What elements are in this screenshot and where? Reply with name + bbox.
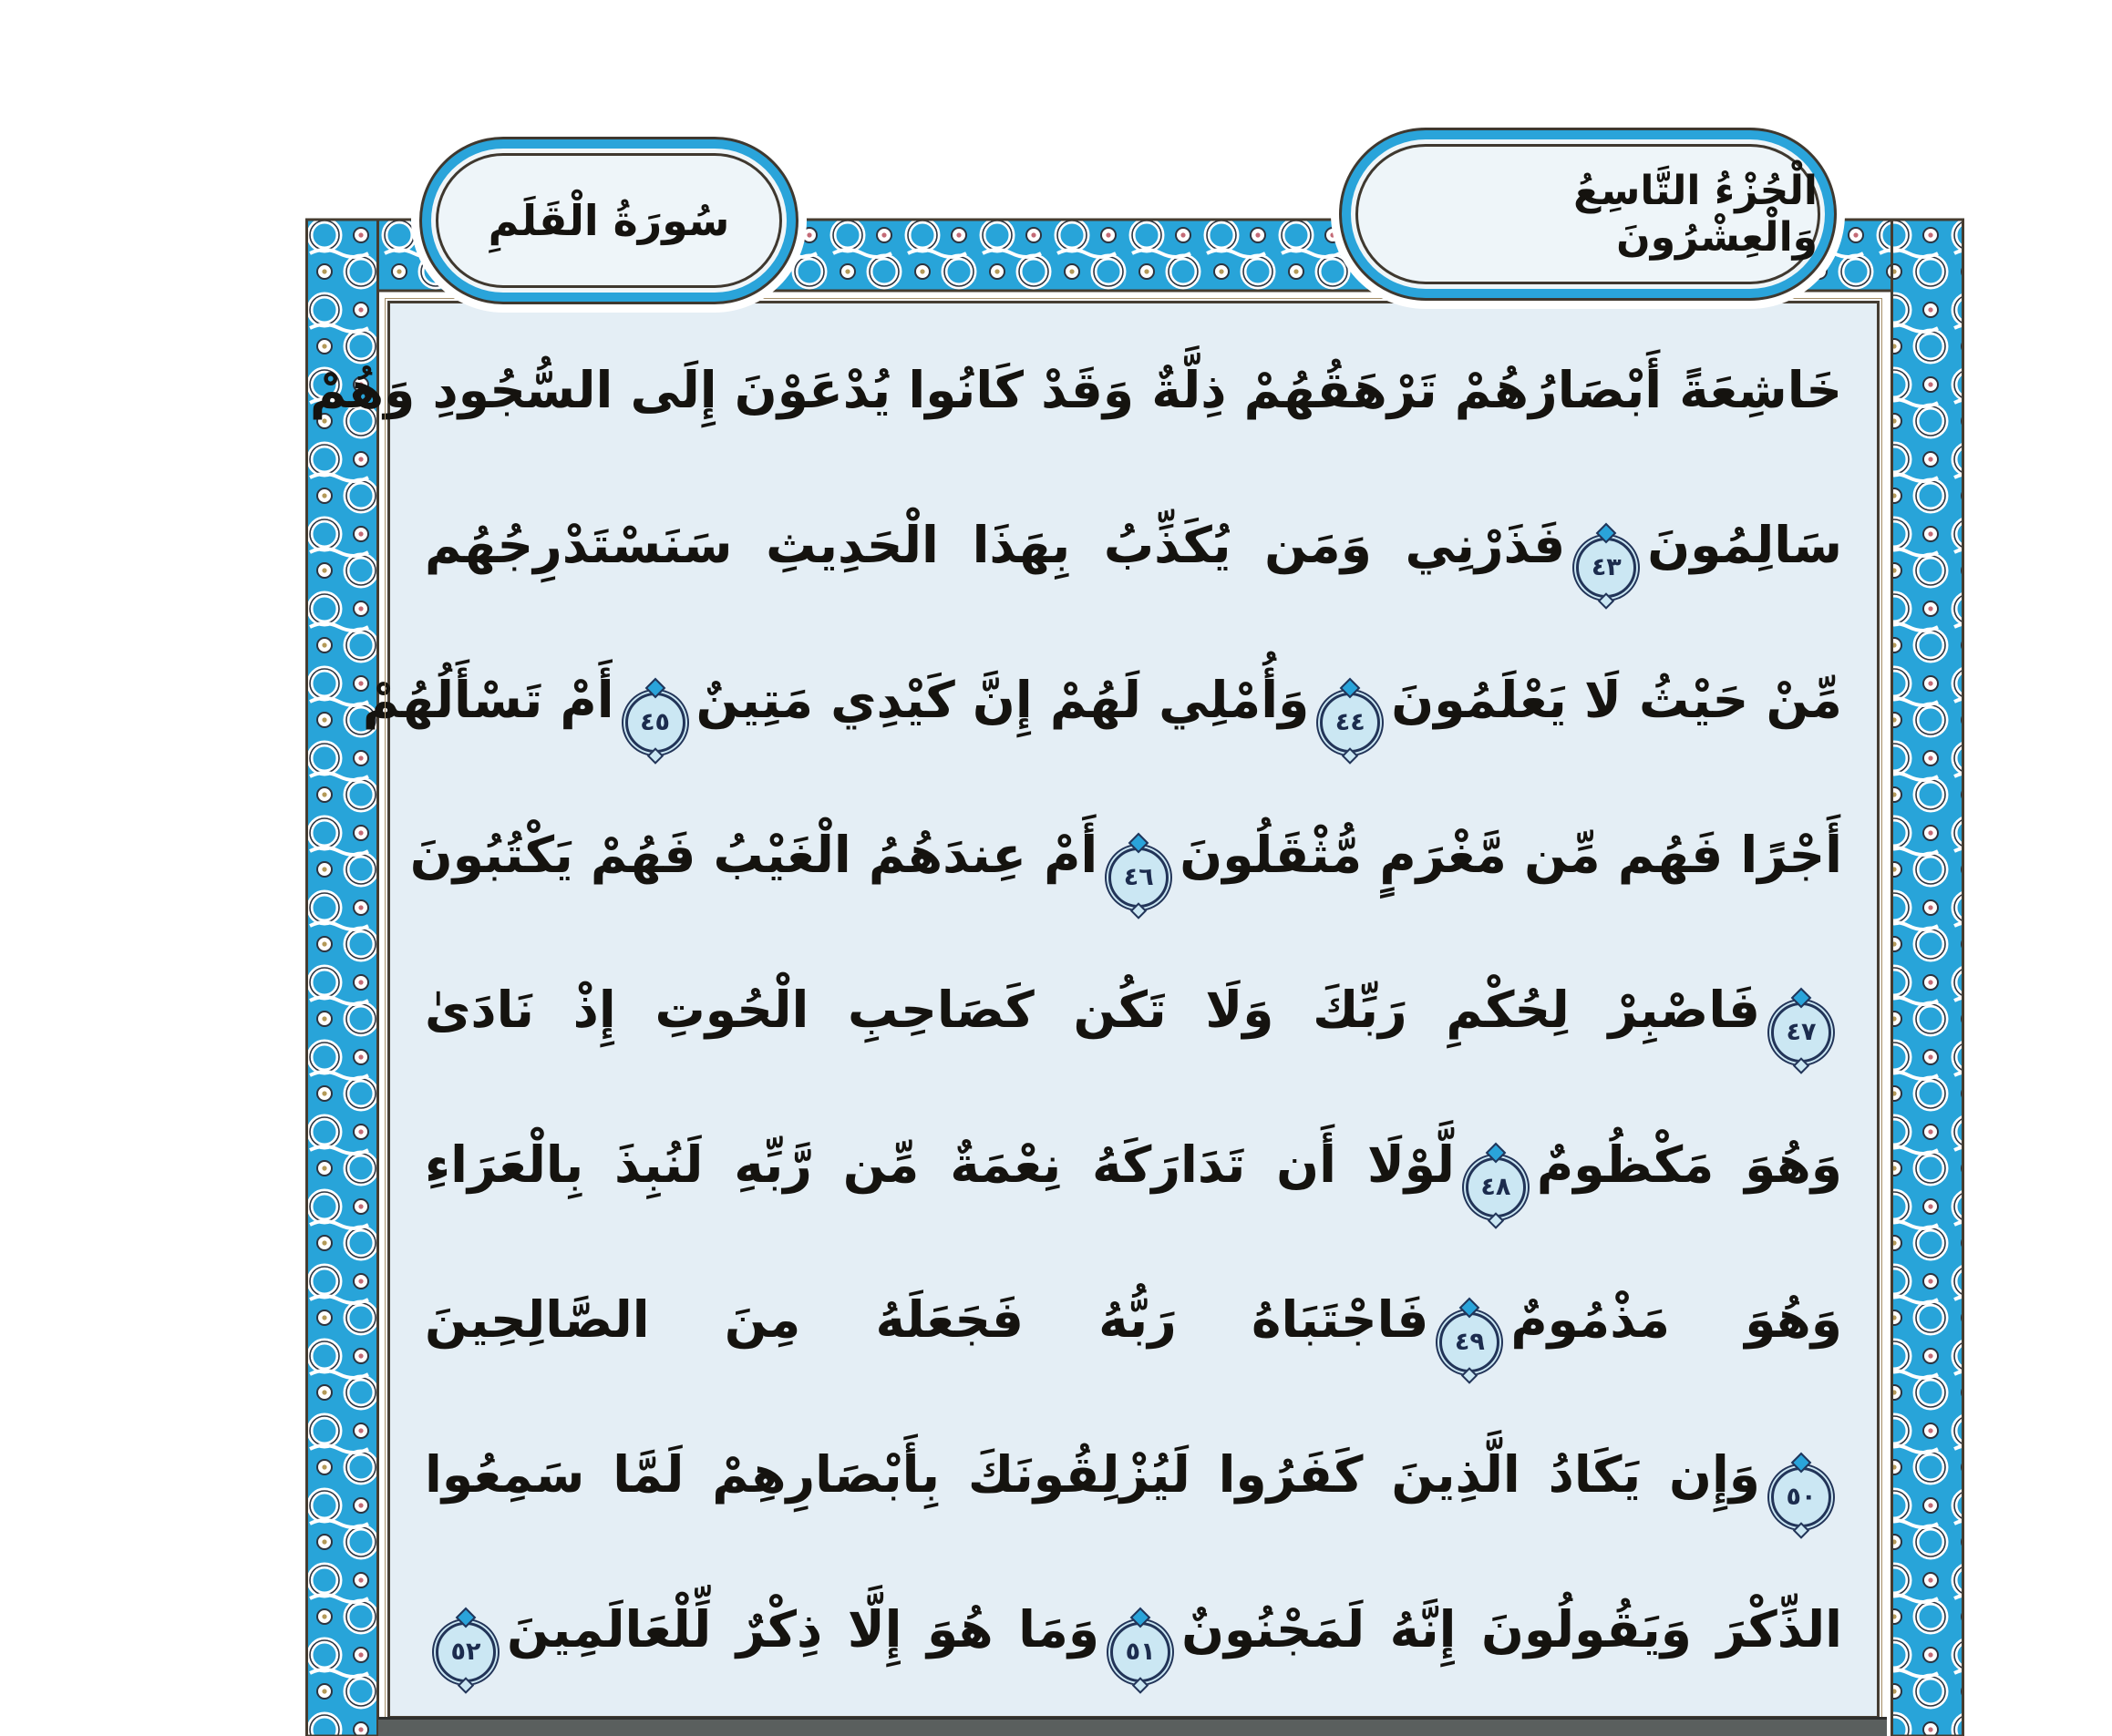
verse-medallion: [1771, 1002, 1831, 1063]
quran-line: [425, 1552, 1842, 1707]
surah-title-label: سُورَةُ الْقَلَمِ: [488, 196, 730, 245]
juz-title-cartouche: [1355, 144, 1820, 284]
quran-line: [425, 1242, 1842, 1397]
quran-text-segment: وَأُمْلِي لَهُمْ إِنَّ كَيْدِي مَتِينٌ: [695, 671, 1310, 729]
verse-number: ٤٨: [1480, 1173, 1511, 1201]
quran-text-segment: وَهُوَ مَذْمُومٌ: [1510, 1290, 1842, 1349]
verse-number: ٤٥: [640, 708, 671, 736]
quran-text-segment: سَالِمُونَ: [1647, 516, 1842, 574]
verse-number: ٤٩: [1454, 1328, 1485, 1356]
verse-number: ٤٣: [1591, 553, 1622, 581]
verse-number: ٥١: [1125, 1638, 1156, 1666]
quran-line: [309, 313, 1842, 467]
quran-text-segment: الذِّكْرَ وَيَقُولُونَ إِنَّهُ لَمَجْنُونٌ: [1181, 1600, 1842, 1659]
verse-medallion: [1771, 1467, 1831, 1527]
quran-line: [425, 1397, 1842, 1552]
quran-line: [425, 932, 1842, 1087]
quran-text-panel: [309, 301, 1880, 1719]
quran-text-segment: وَإِن يَكَادُ الَّذِينَ كَفَرُوا لَيُزْلِقُونَكَ بِأَبْصَارِهِمْ لَمَّا سَمِعُوا: [425, 1445, 1760, 1504]
verse-medallion: [1576, 538, 1636, 598]
verse-number: ٥٠: [1786, 1483, 1817, 1511]
frame-bottom-edge: [378, 1717, 1887, 1736]
quran-line: [425, 1087, 1842, 1242]
quran-text-segment: خَاشِعَةً أَبْصَارُهُمْ تَرْهَقُهُمْ ذِلَّةٌ وَقَدْ كَانُوا يُدْعَوْنَ إِلَى السُّجُودِ وَهُمْ: [309, 361, 1842, 419]
quran-text-segment: فَذَرْنِي وَمَن يُكَذِّبُ بِهَذَا الْحَدِيثِ سَنَسْتَدْرِجُهُم: [425, 516, 1566, 574]
quran-line: [425, 467, 1842, 622]
quran-text-segment: وَمَا هُوَ إِلَّا ذِكْرٌ لِّلْعَالَمِينَ: [507, 1600, 1100, 1659]
verse-number: ٤٧: [1786, 1018, 1817, 1046]
quran-text-segment: أَجْرًا فَهُم مِّن مَّغْرَمٍ مُّثْقَلُونَ: [1180, 826, 1842, 884]
quran-text-segment: لَّوْلَا أَن تَدَارَكَهُ نِعْمَةٌ مِّن رَّبِّهِ لَنُبِذَ بِالْعَرَاءِ: [425, 1135, 1455, 1194]
quran-line: [409, 777, 1842, 932]
border-ornament-right: [1892, 220, 1963, 1736]
quran-text-segment: مِّنْ حَيْثُ لَا يَعْلَمُونَ: [1391, 671, 1842, 729]
verse-medallion: [1108, 847, 1169, 908]
quran-text-segment: فَاصْبِرْ لِحُكْمِ رَبِّكَ وَلَا تَكُن كَصَاحِبِ الْحُوتِ إِذْ نَادَىٰ: [425, 981, 1760, 1039]
quran-text-segment: فَاجْتَبَاهُ رَبُّهُ فَجَعَلَهُ مِنَ الصَّالِحِينَ: [425, 1290, 1429, 1349]
quran-lines: [309, 313, 1842, 1707]
verse-medallion: [625, 693, 685, 753]
verse-medallion: [1466, 1157, 1526, 1217]
surah-title-cartouche: [436, 153, 782, 288]
quran-text-segment: وَهُوَ مَكْظُومٌ: [1536, 1135, 1842, 1194]
verse-medallion: [1110, 1622, 1170, 1682]
verse-number: ٤٦: [1123, 863, 1154, 891]
verse-medallion: [436, 1622, 496, 1682]
verse-medallion: [1439, 1312, 1499, 1372]
quran-text-segment: أَمْ عِندَهُمُ الْغَيْبُ فَهُمْ يَكْتُبُونَ: [409, 826, 1098, 884]
juz-title-label: الْجُزْءُ التَّاسِعُ وَالْعِشْرُونَ: [1573, 168, 1818, 261]
verse-number: ٥٢: [450, 1638, 481, 1666]
quran-line: [362, 622, 1842, 777]
verse-medallion: [1320, 693, 1380, 753]
verse-number: ٤٤: [1334, 708, 1365, 736]
quran-text-segment: أَمْ تَسْأَلُهُمْ: [362, 671, 614, 729]
